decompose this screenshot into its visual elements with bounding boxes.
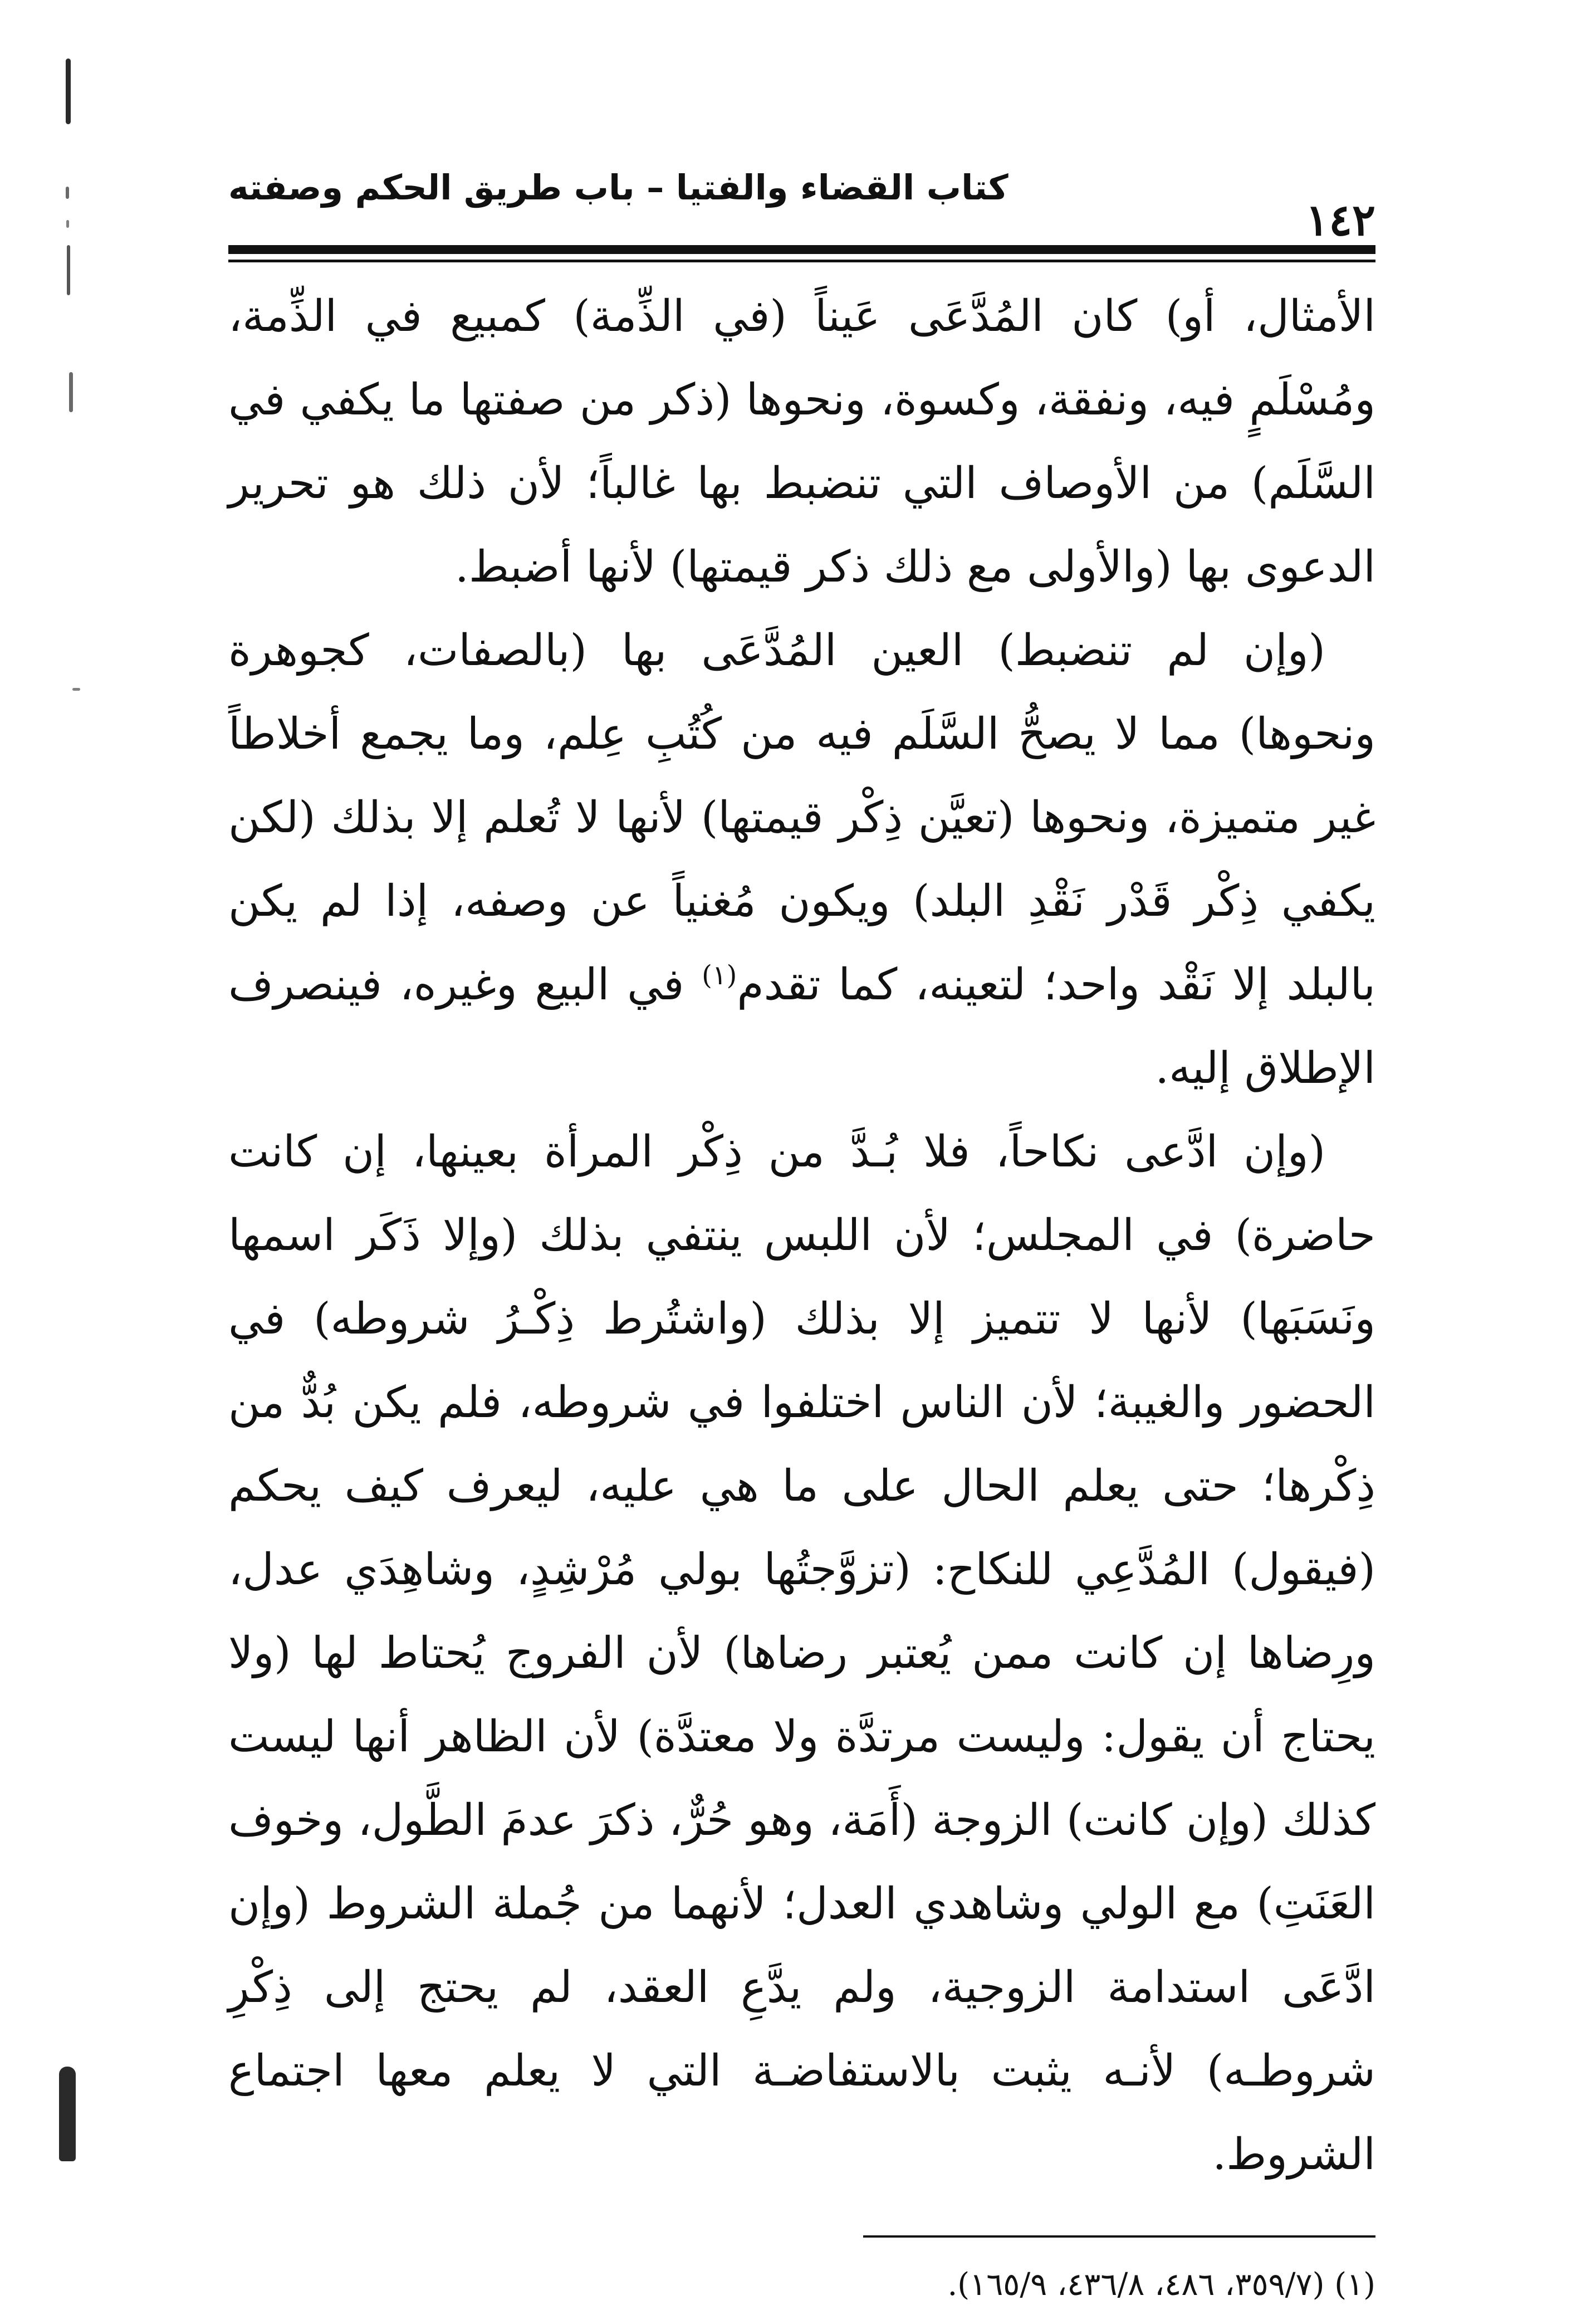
paragraph — [228, 609, 1375, 1110]
book-page — [228, 150, 1375, 2310]
footnote-reference: (١) — [702, 960, 737, 991]
scan-artifact — [66, 220, 69, 228]
scan-artifact — [66, 58, 71, 124]
header-rule-thick — [228, 245, 1375, 254]
paragraph: الأمثال، أو) كان المُدَّعَى عَيناً (في الذِّمة) كمبيع في الذِّمة، ومُسْلَمٍ فيه، ونفقة، وكسوة، ونحوها (ذكر من صفتها ما يكفي في السَّلَم) من الأوصاف التي تنضبط بها غالباً؛ لأن ذلك هو تحرير الدعوى بها (والأولى مع ذلك ذكر قيمتها) لأنها أضبط. — [228, 291, 1375, 592]
scan-artifact — [59, 2067, 76, 2161]
scan-artifact — [72, 688, 80, 691]
header-rule-thin — [228, 260, 1375, 262]
page-number: ١٤٢ — [1305, 195, 1375, 246]
paragraph-text: (وإن لم تنضبط) العين المُدَّعَى بها (بالصفات، كجوهرة ونحوها) مما لا يصحُّ السَّلَم فيه من كُتُبِ عِلم، وما يجمع أخلاطاً غير متميزة، ونحوها (تعيَّن ذِكْر قيمتها) لأنها لا تُعلم إلا بذلك (لكن يكفي ذِكْر قَدْر نَقْدِ البلد) ويكون مُغنياً عن وصفه، إذا لم يكن بالبلد إلا نَقْد واحد؛ لتعينه، كما تقدم — [228, 626, 1375, 1010]
scan-artifact — [69, 372, 73, 412]
main-text — [228, 275, 1375, 2196]
footnote-separator — [863, 2235, 1375, 2238]
paragraph-text: في البيع وغيره، فينصرف الإطلاق إليه. — [228, 960, 1375, 1093]
footnote: (١) (٣٥٩/٧، ٤٨٦، ٤٣٦/٨، ١٦٥/٩). — [947, 2267, 1375, 2303]
running-title: كتاب القضاء والفتيا – باب طريق الحكم وصفته — [228, 167, 1008, 208]
page-header — [228, 150, 1375, 245]
scan-artifact — [66, 187, 69, 199]
paragraph: (وإن ادَّعى نكاحاً، فلا بُـدَّ من ذِكْر المرأة بعينها، إن كانت حاضرة) في المجلس؛ لأن اللبس ينتفي بذلك (وإلا ذَكَر اسمها ونَسَبَها) لأنها لا تتميز إلا بذلك (واشتُرط ذِكْـرُ شروطه) في الحضور والغيبة؛ لأن الناس اختلفوا في شروطه، فلم يكن بُدٌّ من ذِكْرها؛ حتى يعلم الحال على ما هي عليه، ليعرف كيف يحكم (فيقول) المُدَّعِي للنكاح: (تزوَّجتُها بولي مُرْشِدٍ، وشاهِدَي عدل، ورِضاها إن كانت ممن يُعتبر رضاها) لأن الفروج يُحتاط لها (ولا يحتاج أن يقول: وليست مرتدَّة ولا معتدَّة) لأن الظاهر أنها ليست كذلك (وإن كانت) الزوجة (أَمَة، وهو حُرٌّ، ذكرَ عدمَ الطَّول، وخوف العَنَتِ) مع الولي وشاهدي العدل؛ لأنهما من جُملة الشروط (وإن ادَّعَى استدامة الزوجية، ولم يدَّعِ العقد، لم يحتج إلى ذِكْرِ شروطـه) لأنـه يثبت بالاستفاضـة التي لا يعلم معها اجتماع الشروط. — [228, 1127, 1375, 2180]
scan-artifact — [67, 245, 70, 295]
